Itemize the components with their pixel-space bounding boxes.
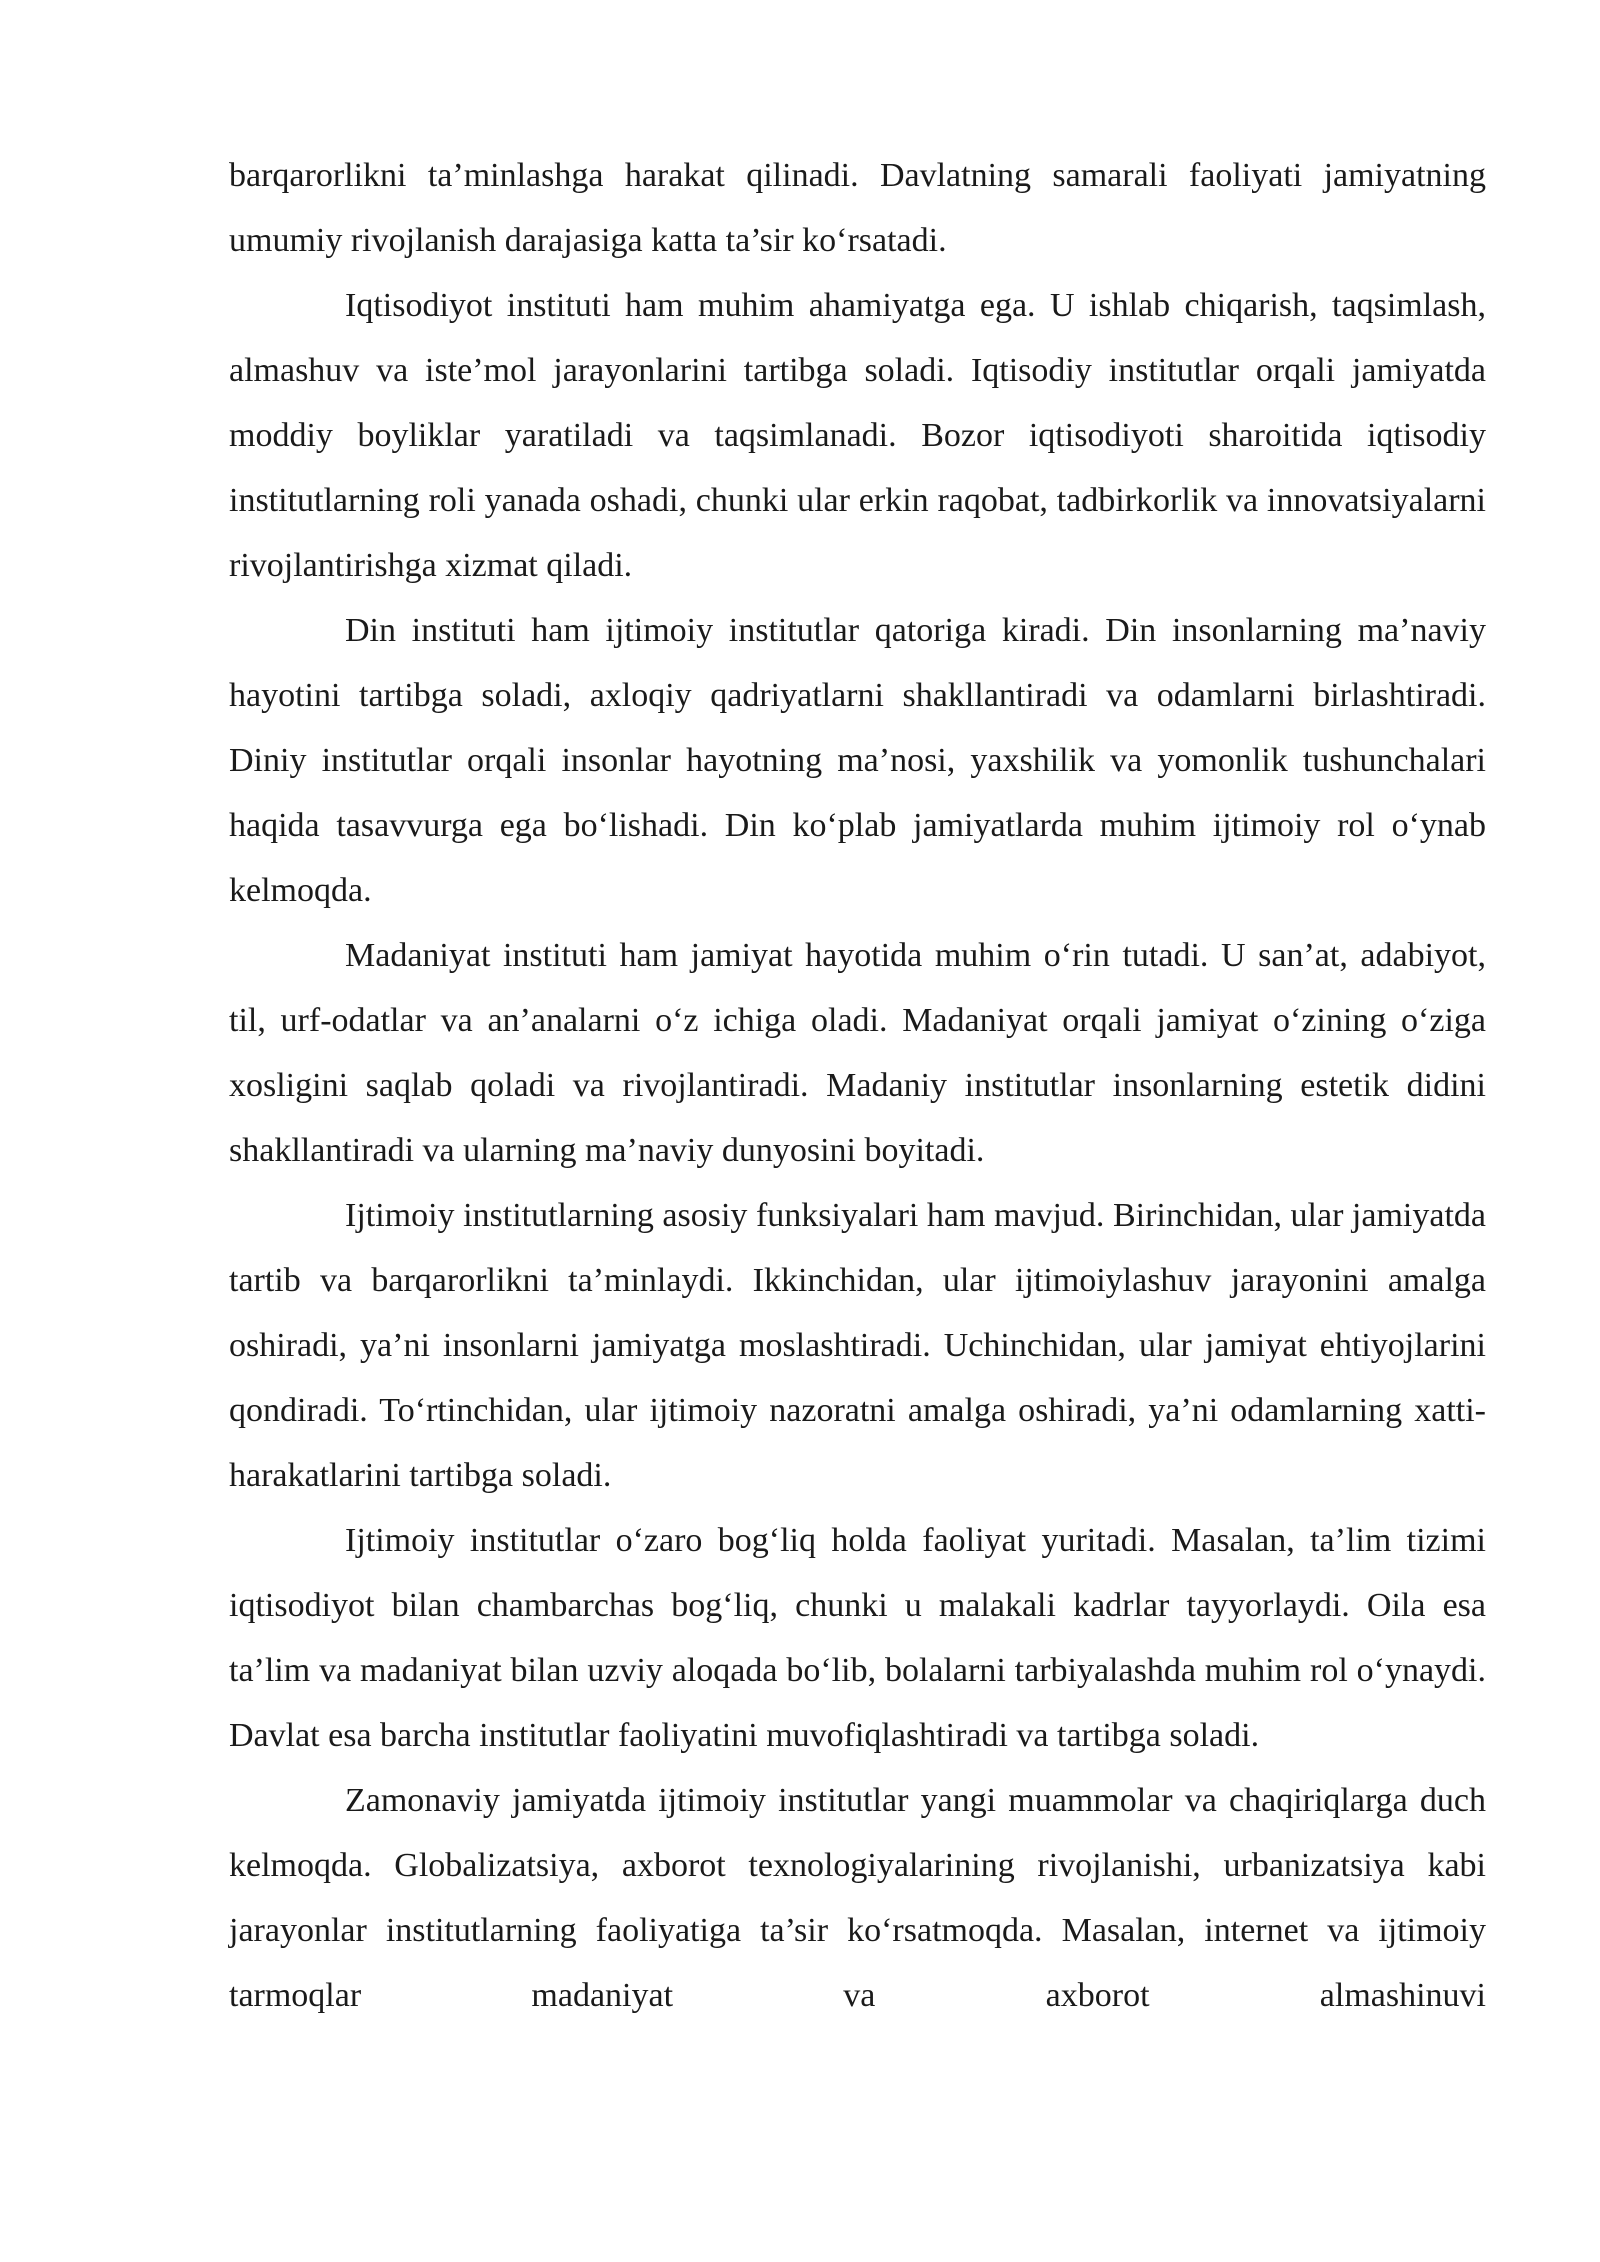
paragraph-6: Ijtimoiy institutlar o‘zaro bog‘liq holda faoliyat yuritadi. Masalan, ta’lim tizimi iqtisodiyot bilan chambarchas bog‘liq, chunki u malakali kadrlar tayyorlaydi. Oila esa ta’lim va madaniyat bilan uzviy aloqada bo‘lib, bolalarni tarbiyalashda muhim rol o‘ynaydi. Davlat esa barcha institutlar faoliyatini muvofiqlashtiradi va tartibga soladi. [229, 1522, 1486, 1754]
paragraph-3: Din instituti ham ijtimoiy institutlar qatoriga kiradi. Din insonlarning ma’naviy hayotini tartibga soladi, axloqiy qadriyatlarni shakllantiradi va odamlarni birlashtiradi. Diniy institutlar orqali insonlar hayotning ma’nosi, yaxshilik va yomonlik tushunchalari haqida tasavvurga ega bo‘lishadi. Din ko‘plab jamiyatlarda muhim ijtimoiy rol o‘ynab kelmoqda. [229, 612, 1486, 909]
paragraph-4: Madaniyat instituti ham jamiyat hayotida muhim o‘rin tutadi. U san’at, adabiyot, til, urf-odatlar va an’analarni o‘z ichiga oladi. Madaniyat orqali jamiyat o‘zining o‘ziga xosligini saqlab qoladi va rivojlantiradi. Madaniy institutlar insonlarning estetik didini shakllantiradi va ularning ma’naviy dunyosini boyitadi. [229, 937, 1486, 1169]
document-body [229, 143, 1486, 2028]
paragraph-7: Zamonaviy jamiyatda ijtimoiy institutlar yangi muammolar va chaqiriqlarga duch kelmoqda. Globalizatsiya, axborot texnologiyalarining rivojlanishi, urbanizatsiya kabi jarayonlar institutlarning faoliyatiga ta’sir ko‘rsatmoqda. Masalan, internet va ijtimoiy tarmoqlar madaniyat va axborot almashinuvi [229, 1782, 1486, 2014]
paragraph-1: barqarorlikni ta’minlashga harakat qilinadi. Davlatning samarali faoliyati jamiyatning umumiy rivojlanish darajasiga katta ta’sir ko‘rsatadi. [229, 157, 1486, 259]
paragraph-2: Iqtisodiyot instituti ham muhim ahamiyatga ega. U ishlab chiqarish, taqsimlash, almashuv va iste’mol jarayonlarini tartibga soladi. Iqtisodiy institutlar orqali jamiyatda moddiy boyliklar yaratiladi va taqsimlanadi. Bozor iqtisodiyoti sharoitida iqtisodiy institutlarning roli yanada oshadi, chunki ular erkin raqobat, tadbirkorlik va innovatsiyalarni rivojlantirishga xizmat qiladi. [229, 287, 1486, 584]
paragraph-5: Ijtimoiy institutlarning asosiy funksiyalari ham mavjud. Birinchidan, ular jamiyatda tartib va barqarorlikni ta’minlaydi. Ikkinchidan, ular ijtimoiylashuv jarayonini amalga oshiradi, ya’ni insonlarni jamiyatga moslashtiradi. Uchinchidan, ular jamiyat ehtiyojlarini qondiradi. To‘rtinchidan, ular ijtimoiy nazoratni amalga oshiradi, ya’ni odamlarning xatti-harakatlarini tartibga soladi. [229, 1197, 1486, 1494]
